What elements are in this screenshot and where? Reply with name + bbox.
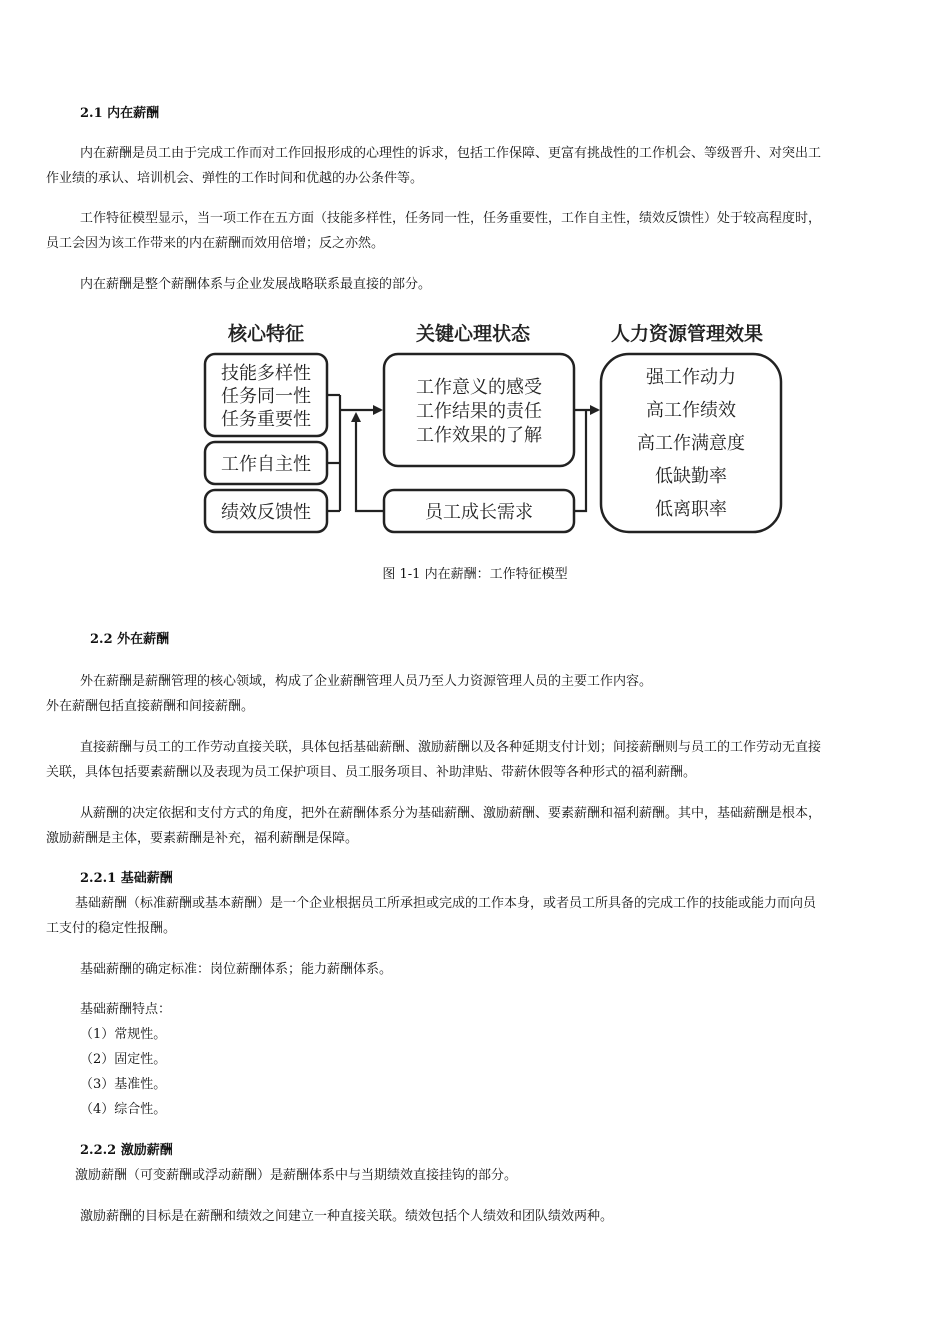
paragraph-extrinsic-line1: 外在薪酬是薪酬管理的核心领域，构成了企业薪酬管理人员乃至人力资源管理人员的主要工作内容。 bbox=[80, 674, 653, 689]
col-title-effects: 人力资源管理效果 bbox=[610, 323, 764, 345]
list-item: （3）基准性。 bbox=[80, 1077, 167, 1092]
section-heading-2-2-2: 2.2.2 激励薪酬 bbox=[80, 1143, 173, 1158]
paragraph-extrinsic-line2: 外在薪酬包括直接薪酬和间接薪酬。 bbox=[46, 699, 255, 714]
effect-performance: 高工作绩效 bbox=[646, 400, 736, 421]
growth-need: 员工成长需求 bbox=[425, 502, 533, 523]
arrow-growth-to-core-link bbox=[356, 414, 384, 511]
paragraph-base-pay-standard: 基础薪酬的确定标准：岗位薪酬体系；能力薪酬体系。 bbox=[80, 962, 393, 977]
paragraph-base-pay-line2: 工支付的稳定性报酬。 bbox=[46, 921, 177, 936]
effect-absenteeism: 低缺勤率 bbox=[655, 466, 727, 487]
paragraph-classification-line2: 激励薪酬是主体，要素薪酬是补充，福利薪酬是保障。 bbox=[46, 831, 359, 846]
section-heading-2-1: 2.1 内在薪酬 bbox=[80, 106, 160, 121]
effect-satisfaction: 高工作满意度 bbox=[637, 433, 745, 454]
paragraph-base-pay-line1: 基础薪酬（标准薪酬或基本薪酬）是一个企业根据员工所承担或完成的工作本身，或者员工所具备的完成工作的技能或能力而向员 bbox=[75, 896, 817, 911]
paragraph-classification-line1: 从薪酬的决定依据和支付方式的角度，把外在薪酬体系分为基础薪酬、激励薪酬、要素薪酬和福利薪酬。其中，基础薪酬是根本， bbox=[80, 806, 822, 821]
section-heading-2-2: 2.2 外在薪酬 bbox=[90, 632, 170, 647]
paragraph-intrinsic-line2: 作业绩的承认、培训机会、弹性的工作时间和优越的办公条件等。 bbox=[46, 171, 424, 186]
section-heading-2-2-1: 2.2.1 基础薪酬 bbox=[80, 871, 173, 886]
core-item-skill-variety: 技能多样性 bbox=[221, 363, 311, 384]
paragraph-strategy: 内在薪酬是整个薪酬体系与企业发展战略联系最直接的部分。 bbox=[80, 277, 432, 292]
core-item-task-identity: 任务同一性 bbox=[221, 386, 311, 407]
paragraph-incentive-goal: 激励薪酬的目标是在薪酬和绩效之间建立一种直接关联。绩效包括个人绩效和团队绩效两种。 bbox=[80, 1209, 614, 1224]
col-title-core: 核心特征 bbox=[227, 323, 305, 345]
state-responsibility: 工作结果的责任 bbox=[416, 401, 542, 422]
paragraph-base-pay-features: 基础薪酬特点： bbox=[80, 1002, 172, 1017]
paragraph-model-line1: 工作特征模型显示，当一项工作在五方面（技能多样性，任务同一性，任务重要性，工作自主性，绩效反馈性）处于较高程度时， bbox=[80, 211, 822, 226]
figure-caption: 图 1-1 内在薪酬：工作特征模型 bbox=[382, 567, 568, 582]
list-item: （2）固定性。 bbox=[80, 1052, 167, 1067]
state-meaningfulness: 工作意义的感受 bbox=[416, 377, 542, 398]
effect-motivation: 强工作动力 bbox=[646, 367, 736, 388]
col-title-states: 关键心理状态 bbox=[415, 323, 531, 345]
paragraph-incentive-pay: 激励薪酬（可变薪酬或浮动薪酬）是薪酬体系中与当期绩效直接挂钩的部分。 bbox=[75, 1168, 518, 1183]
paragraph-model-line2: 员工会因为该工作带来的内在薪酬而效用倍增；反之亦然。 bbox=[46, 236, 385, 251]
paragraph-direct-line1: 直接薪酬与员工的工作劳动直接关联，具体包括基础薪酬、激励薪酬以及各种延期支付计划；间接薪酬则与员工的工作劳动无直接 bbox=[80, 740, 822, 755]
core-item-feedback: 绩效反馈性 bbox=[221, 502, 311, 523]
core-item-task-significance: 任务重要性 bbox=[221, 409, 311, 430]
state-knowledge: 工作效果的了解 bbox=[416, 425, 542, 446]
paragraph-direct-line2: 关联，具体包括要素薪酬以及表现为员工保护项目、员工服务项目、补助津贴、带薪休假等各种形式的福利薪酬。 bbox=[46, 765, 697, 780]
effect-turnover: 低离职率 bbox=[655, 499, 727, 520]
paragraph-intrinsic-line1: 内在薪酬是员工由于完成工作而对工作回报形成的心理性的诉求，包括工作保障、更富有挑战性的工作机会、等级晋升、对突出工 bbox=[80, 146, 822, 161]
list-item: （4）综合性。 bbox=[80, 1102, 167, 1117]
core-item-autonomy: 工作自主性 bbox=[221, 454, 311, 475]
job-characteristics-diagram bbox=[195, 318, 795, 540]
list-item: （1）常规性。 bbox=[80, 1027, 167, 1042]
